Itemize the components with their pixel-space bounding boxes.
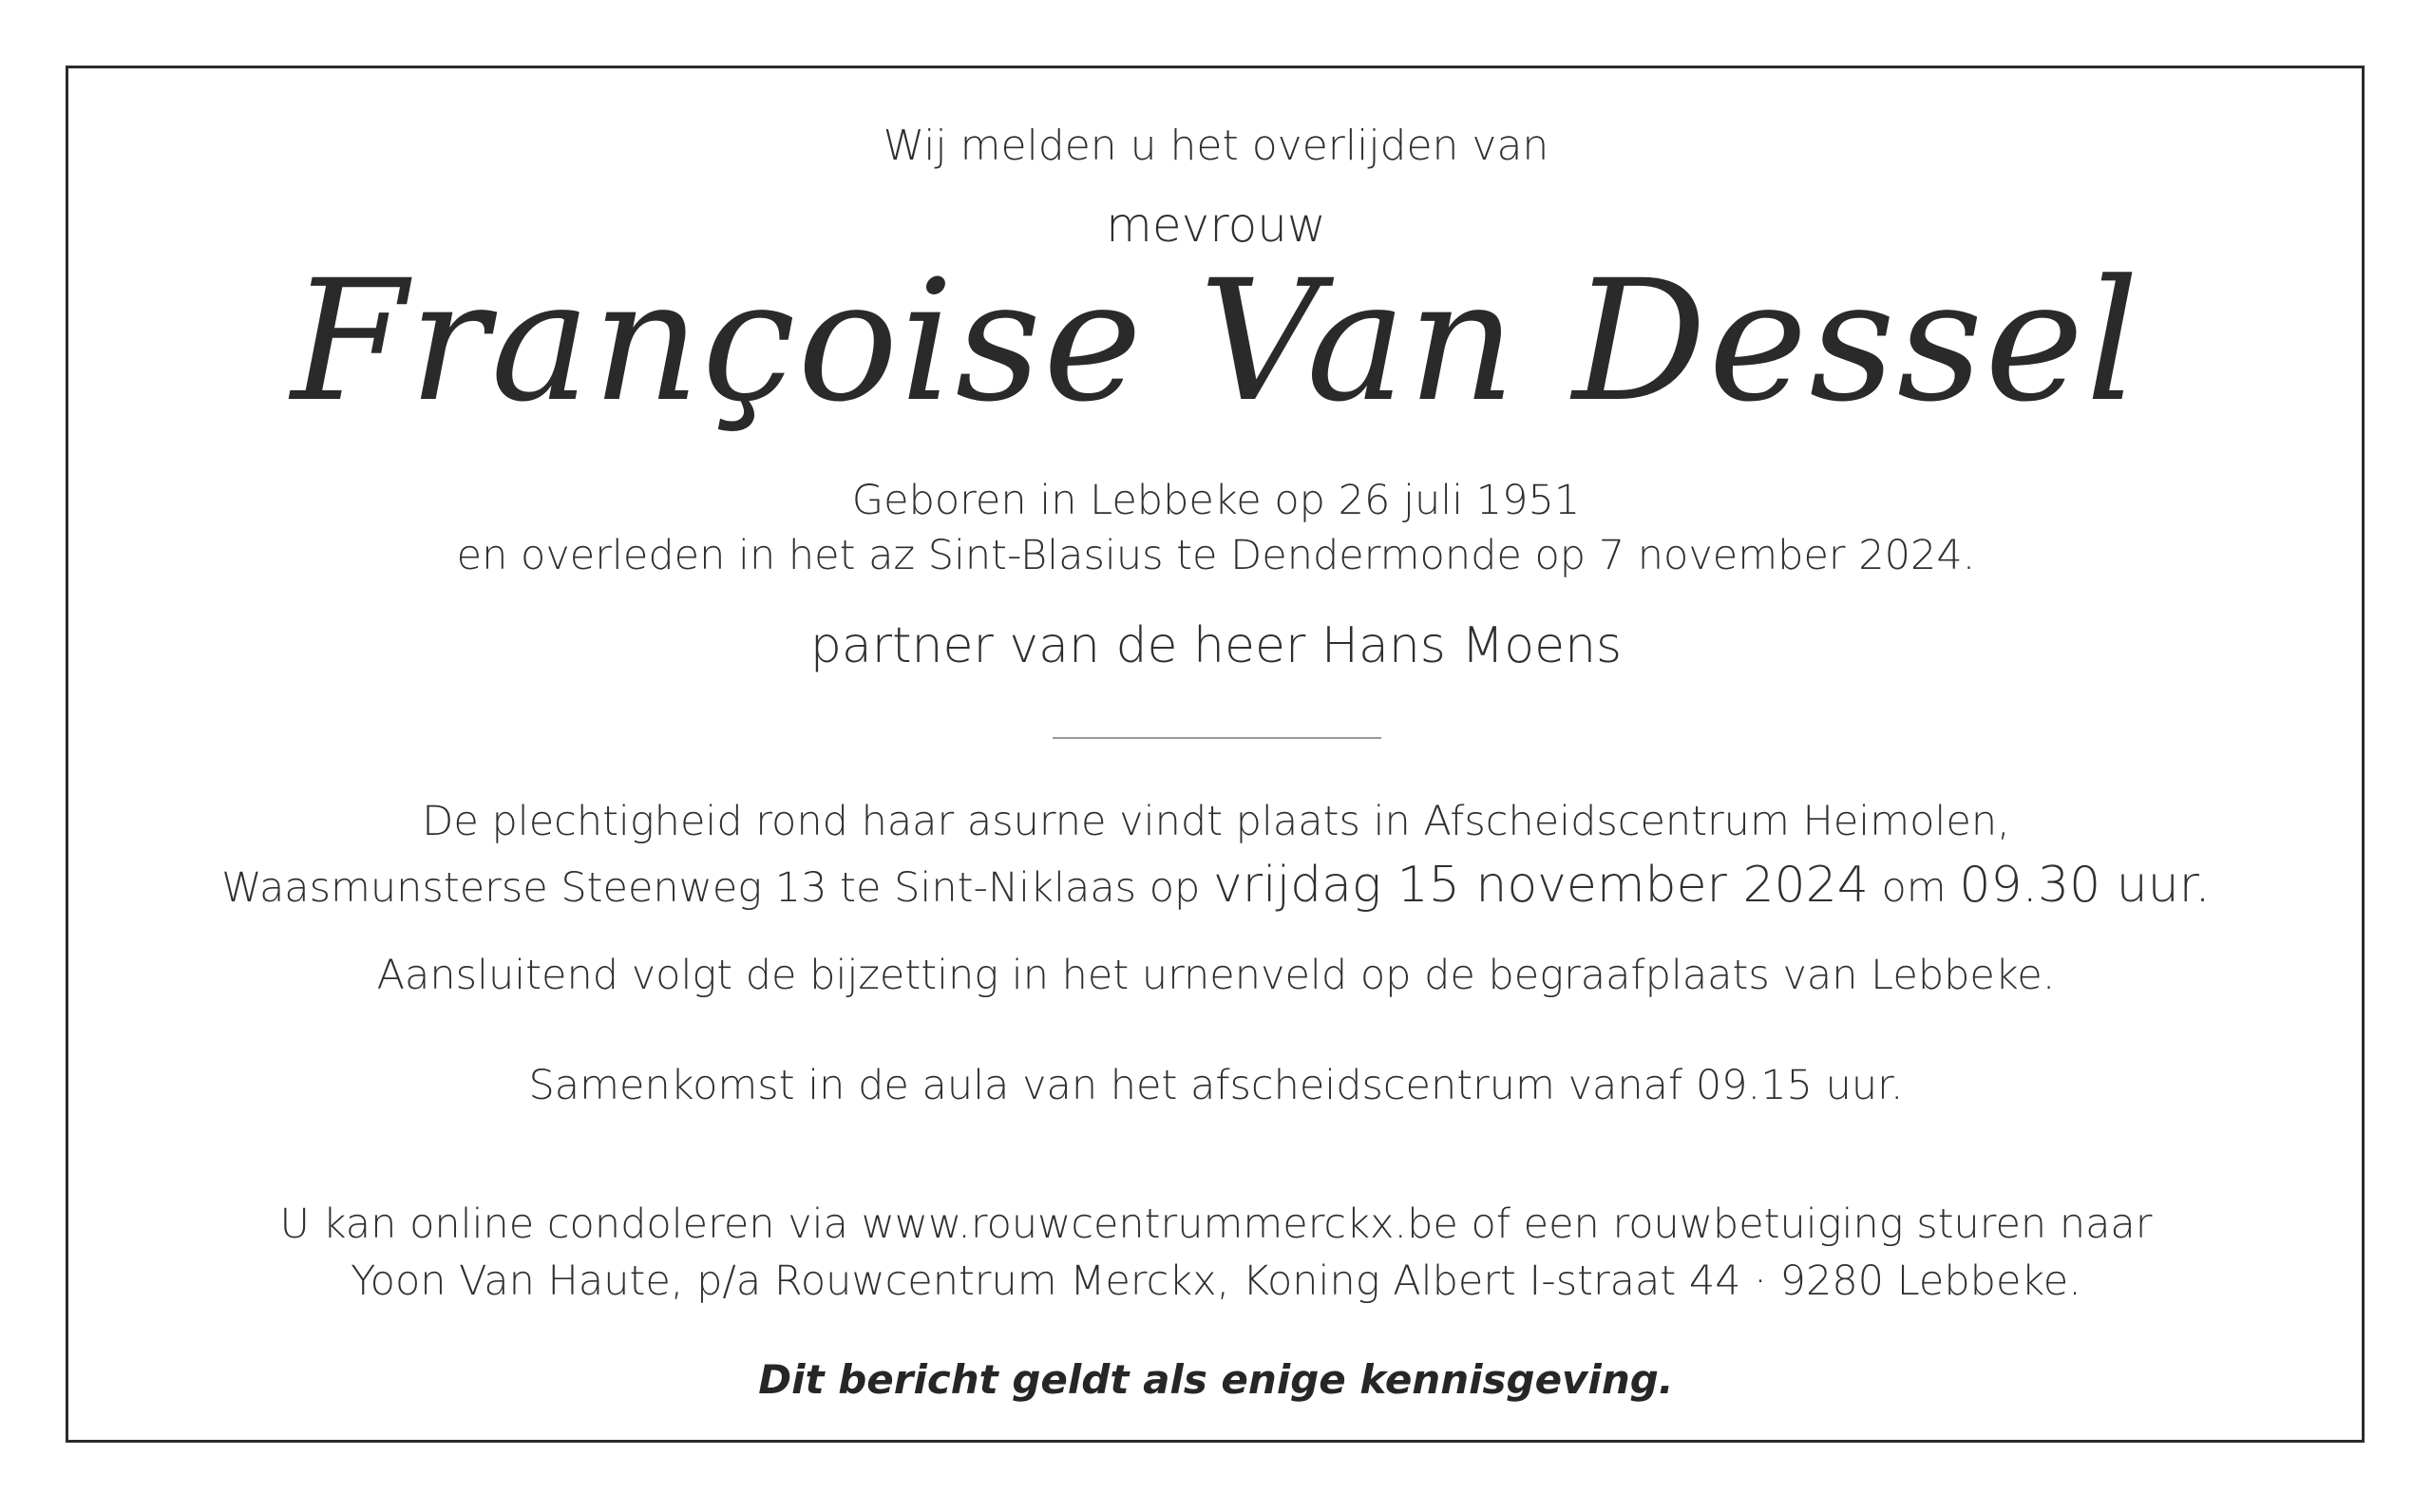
salutation-title: mevrouw	[1106, 198, 1326, 253]
divider-line	[1053, 737, 1381, 739]
condolence-address: Yoon Van Haute, p/a Rouwcentrum Merckx, Koning Albert I-straat 44 · 9280 Lebbeke.	[351, 1257, 2081, 1305]
ceremony-address: Waasmunsterse Steenweg 13 te Sint-Niklaas op	[221, 864, 1214, 912]
ceremony-date: vrijdag 15 november 2024	[1213, 857, 1869, 914]
birth-text: Geboren in Lebbeke op 26 juli 1951	[851, 477, 1581, 524]
burial-text: Aansluitend volgt de bijzetting in het urnenveld op de begraafplaats van Lebbeke.	[376, 952, 2056, 999]
ceremony-location-text: De plechtigheid rond haar asurne vindt plaats in Afscheidscentrum Heimolen,	[422, 798, 2010, 845]
ceremony-connector: om	[1868, 864, 1960, 912]
death-text: en overleden in het az Sint-Blasius te Dendermonde op 7 november 2024.	[456, 532, 1976, 579]
condolence-text: U kan online condoleren via www.rouwcentrummerckx.be of een rouwbetuiging sturen naar	[279, 1200, 2153, 1248]
intro-text: Wij melden u het overlijden van	[883, 122, 1549, 170]
gathering-text: Samenkomst in de aula van het afscheidscentrum vanaf 09.15 uur.	[528, 1062, 1904, 1109]
partner-text: partner van de heer Hans Moens	[809, 617, 1623, 674]
notice-statement: Dit bericht geldt als enige kennisgeving.	[758, 1356, 1674, 1403]
deceased-name: Françoise Van Dessel	[291, 244, 2141, 439]
ceremony-time: 09.30 uur.	[1959, 857, 2211, 914]
ceremony-datetime-text	[0, 857, 2432, 914]
